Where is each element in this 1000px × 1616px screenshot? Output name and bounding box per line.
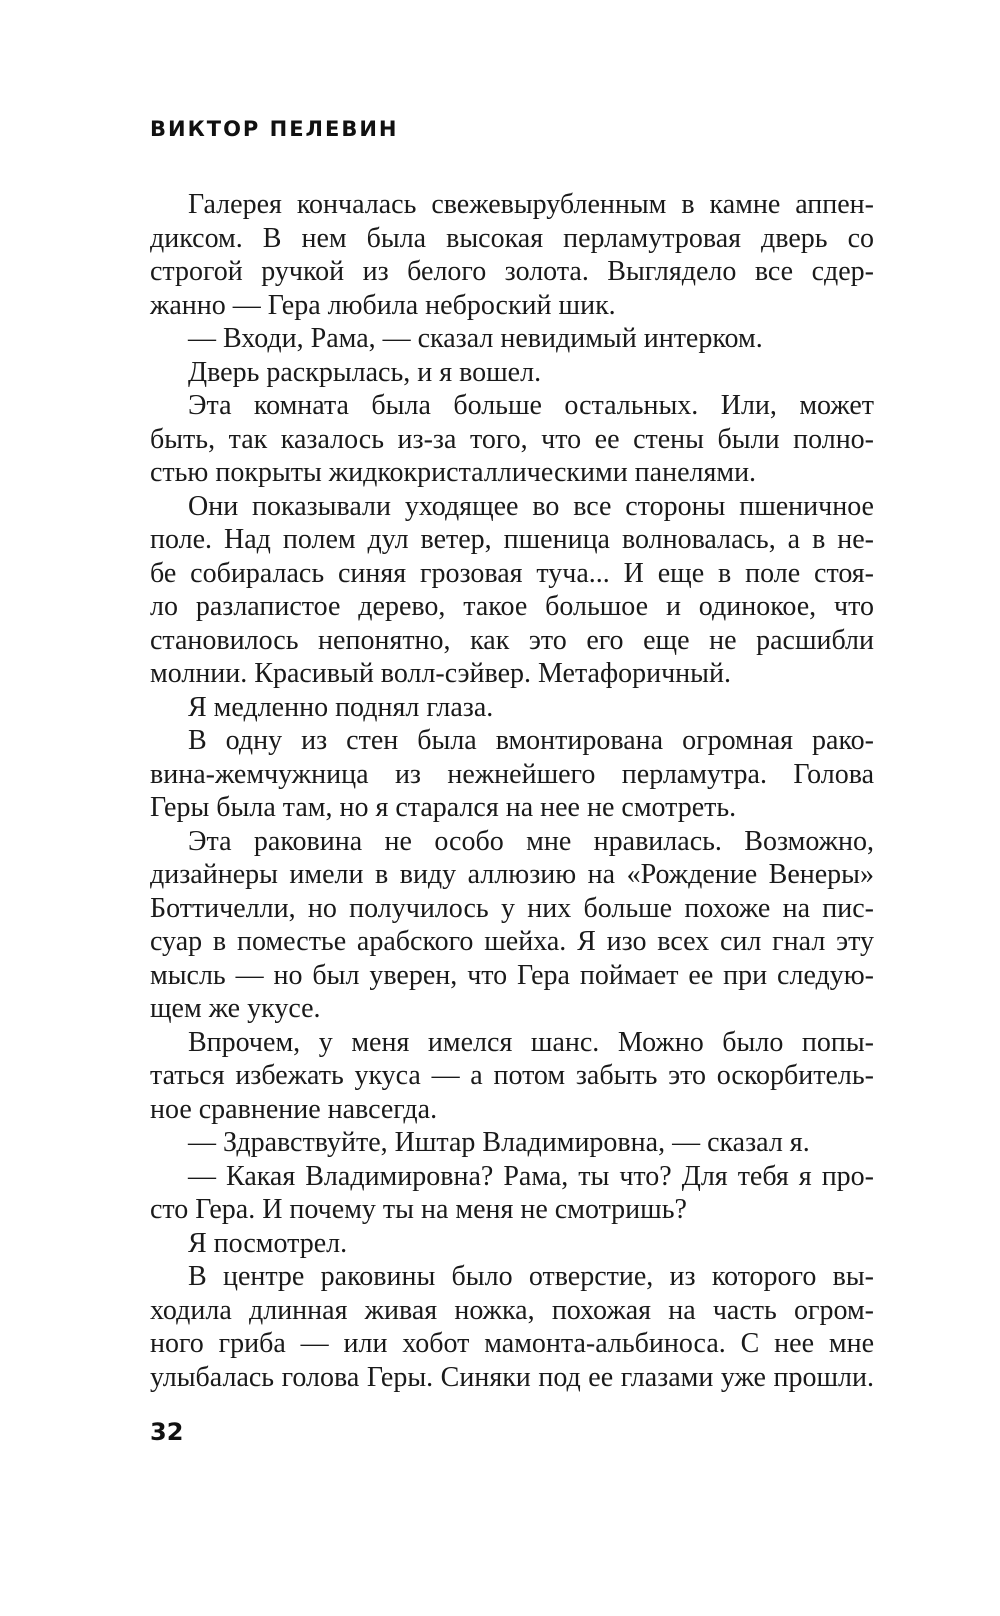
text-line: жанно — Гера любила неброский шик. — [150, 289, 616, 321]
text-line: диксом. В нем была высокая перламутровая дверь со — [150, 222, 874, 254]
text-line: таться избежать укуса — а потом забыть это оскорбитель- — [150, 1060, 874, 1091]
text-line: молнии. Красивый волл-сэйвер. Метафоричный. — [150, 658, 731, 689]
text-line: Геры была там, но я старался на нее не смотреть. — [150, 792, 737, 823]
text-line: Галерея кончалась свежевырубленным в камне аппен- — [188, 189, 874, 220]
text-line: Я медленно поднял глаза. — [188, 691, 494, 723]
text-line: суар в поместье арабского шейха. Я изо всех сил гнал эту — [150, 926, 874, 957]
running-head: ВИКТОР ПЕЛЕВИН — [150, 117, 399, 141]
text-line: бе собиралась синяя грозовая туча... И еще в поле стоя- — [150, 557, 874, 589]
text-line: становилось непонятно, как это его еще не расшибли — [150, 624, 874, 656]
text-line: Они показывали уходящее во все стороны пшеничное — [188, 490, 874, 522]
text-line: строгой ручкой из белого золота. Выглядело все сдер- — [150, 256, 874, 287]
text-line: дизайнеры имели в виду аллюзию на «Рождение Венеры» — [150, 859, 874, 890]
text-line: — Какая Владимировна? Рама, ты что? Для тебя я про- — [188, 1160, 874, 1192]
text-line: улыбалась голова Геры. Синяки под ее глазами уже прошли. — [150, 1361, 874, 1393]
page-number: 32 — [150, 1418, 184, 1446]
text-line: стью покрыты жидкокристаллическими панелями. — [150, 457, 757, 488]
text-line: Впрочем, у меня имелся шанс. Можно было попы- — [188, 1026, 874, 1058]
text-line: Дверь раскрылась, и я вошел. — [188, 356, 542, 388]
text-line: щем же укусе. — [150, 993, 321, 1024]
body-text — [150, 188, 874, 1394]
text-line: — Входи, Рама, — сказал невидимый интерком. — [188, 323, 763, 354]
text-line: Боттичелли, но получилось у них больше похоже на пис- — [150, 892, 874, 924]
text-line: В одну из стен была вмонтирована огромная рако- — [188, 725, 874, 756]
text-line: ло разлапистое дерево, такое большое и одинокое, что — [150, 591, 874, 622]
text-line: поле. Над полем дул ветер, пшеница волновалась, а в не- — [150, 524, 874, 555]
text-line: быть, так казалось из-за того, что ее стены были полно- — [150, 423, 874, 455]
text-line: В центре раковины было отверстие, из которого вы- — [188, 1261, 874, 1292]
text-line: Эта комната была больше остальных. Или, может — [188, 390, 874, 421]
text-line: Я посмотрел. — [188, 1227, 348, 1259]
text-line: ходила длинная живая ножка, похожая на часть огром- — [150, 1294, 874, 1326]
text-line: ного гриба — или хобот мамонта-альбиноса. С нее мне — [150, 1328, 874, 1359]
text-line: мысль — но был уверен, что Гера поймает ее при следую- — [150, 959, 874, 991]
text-line: сто Гера. И почему ты на меня не смотришь? — [150, 1194, 687, 1225]
text-line: Эта раковина не особо мне нравилась. Возможно, — [188, 825, 874, 857]
text-line: ное сравнение навсегда. — [150, 1093, 438, 1125]
text-line: — Здравствуйте, Иштар Владимировна, — сказал я. — [188, 1127, 810, 1158]
text-line: вина-жемчужница из нежнейшего перламутра. Голова — [150, 758, 874, 790]
